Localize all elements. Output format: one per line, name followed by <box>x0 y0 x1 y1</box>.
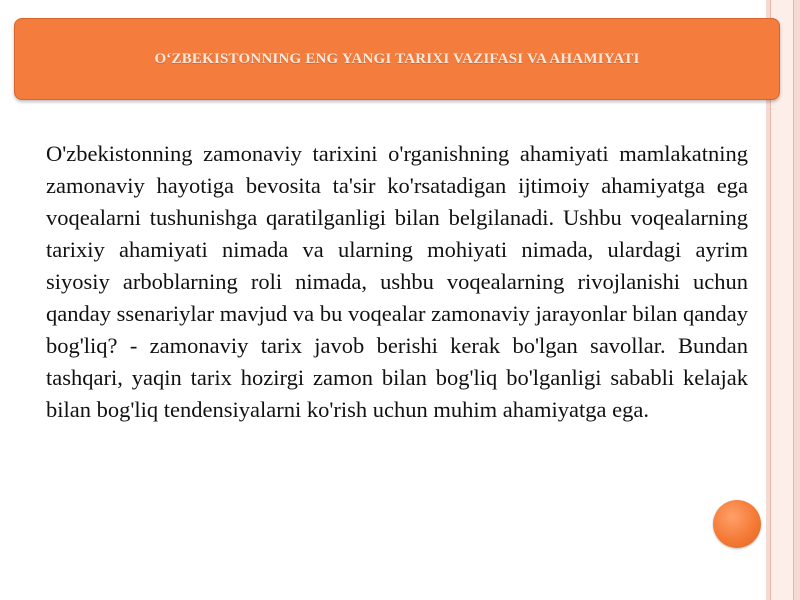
slide-body-text: O'zbekistonning zamonaviy tarixini o'rganishning ahamiyati mamlakatning zamonaviy hayotiga bevosita ta'sir ko'rsatadigan ijtimoiy ahamiyatga ega voqealarni tushunishga qaratilganligi bilan belgilanadi. Ushbu voqealarning tarixiy ahamiyati nimada va ularning mohiyati nimada, ulardagi ayrim siyosiy arboblarning roli nimada, ushbu voqealarning rivojlanishi uchun qanday ssenariylar mavjud va bu voqealar zamonaviy jarayonlar bilan qanday bog'liq? - zamonaviy tarix javob berishi kerak bo'lgan savollar. Bundan tashqari, yaqin tarix hozirgi zamon bilan bog'liq bo'lganligi sababli kelajak bilan bog'liq tendensiyalarni ko'rish uchun muhim ahamiyatga ega. <box>46 141 748 422</box>
title-banner <box>14 18 780 100</box>
decorative-circle-icon <box>713 500 761 548</box>
slide-title: O‘ZBEKISTONNING ENG YANGI TARIXI VAZIFASI VA AHAMIYATI <box>154 50 640 67</box>
